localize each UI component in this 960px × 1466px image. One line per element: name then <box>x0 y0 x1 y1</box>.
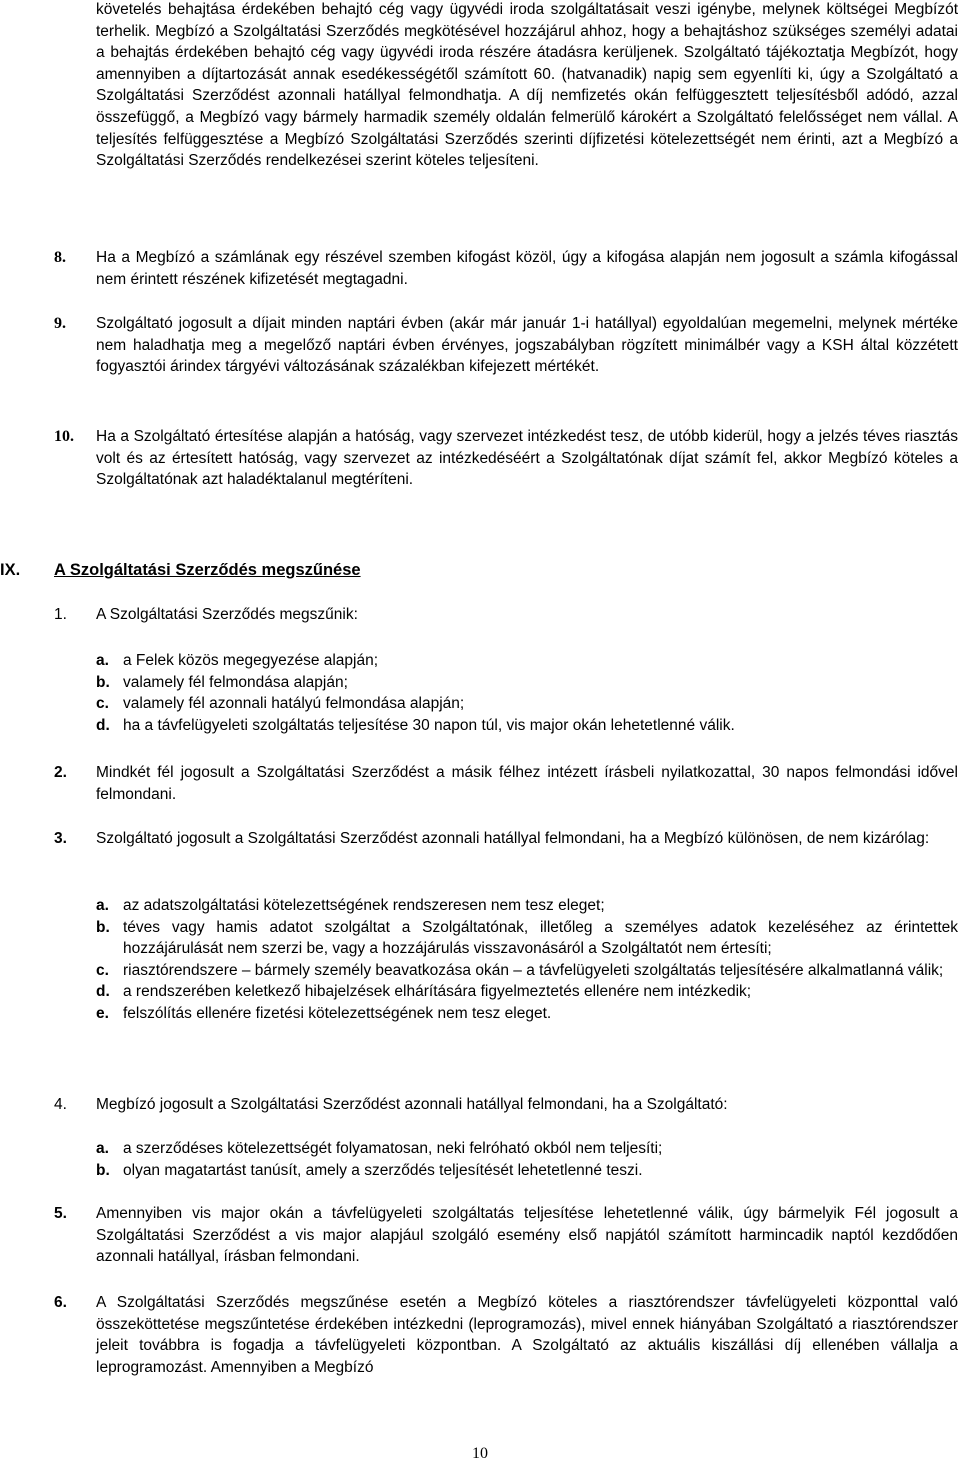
list-text: a rendszerében keletkező hibajelzések elhárítására figyelmeztetés ellenére nem intézkedik; <box>123 983 752 1001</box>
list-letter: d. <box>96 716 110 734</box>
list-text: valamely fél azonnali hatályú felmondása alapján; <box>123 695 465 713</box>
list-item <box>96 650 958 672</box>
list-letter: d. <box>96 983 110 1001</box>
termination-list <box>96 650 958 736</box>
subclause-number: 2. <box>54 764 67 781</box>
page-number: 10 <box>472 1445 488 1462</box>
list-letter: b. <box>96 1161 110 1179</box>
clause-text: Ha a Szolgáltató értesítése alapján a hatóság, vagy szervezet intézkedést tesz, de utóbb kiderül, hogy a jelzés téves riasztás volt és az értesített hatóság, vagy szervezet az intézkedéséért a Szolgáltatónak díjat számít fel, akkor Megbízó köteles a Szolgáltatónak azt haladéktalanul megtéríteni. <box>96 428 958 489</box>
list-letter: e. <box>96 1004 109 1022</box>
clause-number: 10. <box>54 428 74 445</box>
list-text: ha a távfelügyeleti szolgáltatás teljesítése 30 napon túl, vis major okán lehetetlenné válik. <box>123 716 735 734</box>
subclause-text: Szolgáltató jogosult a Szolgáltatási Szerződést azonnali hatállyal felmondani, ha a Megbízó különösen, de nem kizárólag: <box>96 830 930 847</box>
subclause-number: 5. <box>54 1205 67 1222</box>
list-item <box>96 895 958 917</box>
clause-text: Szolgáltató jogosult a díjait minden naptári évben (akár már január 1-i hatállyal) egyoldalúan megemelni, melynek mértéke nem haladhatja meg a megelőző naptári évben érvényes, jogszabályban rögzített minimálbér vagy a KSH által közzétett fogyasztói árindex tárgyévi változásának százalékban kifejezett mértékét. <box>96 315 958 376</box>
section-title: A Szolgáltatási Szerződés megszűnése <box>54 561 361 579</box>
list-item <box>96 960 958 982</box>
list-text: téves vagy hamis adatot szolgáltat a Szolgáltatónak, illetőleg a személyes adatok kezeléséhez az érintettek hozzájárulását nem szerzi be, vagy a hozzájárulás visszavonásáról a Szolgáltatót nem értesíti; <box>123 918 958 958</box>
list-letter: a. <box>96 897 109 914</box>
list-item <box>96 715 958 737</box>
provider-termination-list <box>96 895 958 1025</box>
list-text: valamely fél felmondása alapján; <box>123 673 348 691</box>
subclause-text: Megbízó jogosult a Szolgáltatási Szerződést azonnali hatállyal felmondani, ha a Szolgáltató: <box>96 1096 728 1113</box>
subclause-number: 6. <box>54 1294 67 1311</box>
subclause-text: Amennyiben vis major okán a távfelügyeleti szolgáltatás teljesítése lehetetlenné válik, úgy bármelyik Fél jogosult a Szolgáltatási Szerződést a vis major alapjául szolgáló esemény első napjától számított harmincadik naptól kezdődően azonnali hatállyal, írásban felmondani. <box>96 1205 958 1266</box>
list-letter: c. <box>96 961 109 979</box>
list-item <box>96 693 958 715</box>
subclause-number: 4. <box>54 1096 67 1113</box>
subclause-text: A Szolgáltatási Szerződés megszűnik: <box>96 606 358 623</box>
list-letter: b. <box>96 918 110 936</box>
clause-number: 8. <box>54 249 66 266</box>
list-item <box>96 1160 958 1182</box>
list-text: felszólítás ellenére fizetési kötelezettségének nem tesz eleget. <box>123 1004 552 1022</box>
list-letter: c. <box>96 695 109 713</box>
list-text: a Felek közös megegyezése alapján; <box>123 652 379 669</box>
list-item <box>96 1003 958 1025</box>
list-text: riasztórendszere – bármely személy beavatkozása okán – a távfelügyeleti szolgáltatás teljesítésére alkalmatlanná válik; <box>123 961 944 979</box>
list-letter: b. <box>96 673 110 691</box>
section-number: IX. <box>0 561 21 579</box>
list-item <box>96 981 958 1003</box>
list-letter: a. <box>96 1140 109 1157</box>
clause-number: 9. <box>54 315 66 332</box>
client-termination-list <box>96 1138 958 1181</box>
subclause-text: A Szolgáltatási Szerződés megszűnése esetén a Megbízó köteles a riasztórendszer távfelügyeleti központtal való összeköttetése megszűntetése érdekében intézkedni (leprogramozás), mivel ennek hiányában Szolgáltató a riasztórendszer jeleit továbbra is fogadja a távfelügyeleti központban. A Szolgáltató az aktuális kiszállási díj ellenében vállalja a leprogramozást. Amennyiben a Megbízó <box>96 1294 958 1376</box>
list-item <box>96 1138 958 1160</box>
subclause-number: 1. <box>54 606 67 623</box>
continuation-paragraph: követelés behajtása érdekében behajtó cég vagy ügyvédi iroda szolgáltatásait veszi igénybe, melynek költségei Megbízót terhelik. Megbízó a Szolgáltatási Szerződés megkötésével hozzájárul ahhoz, hogy a behajtáshoz szükséges személyi adatai a behajtás érdekében behajtó cég vagy ügyvédi iroda részére átadásra kerüljenek. Szolgáltató tájékoztatja Megbízót, hogy amennyiben a díjtartozását annak esedékességétől számított 60. (hatvanadik) napig sem egyenlíti ki, úgy a Szolgáltató a Szolgáltatási Szerződést azonnali hatállyal felmondhatja. A díj nemfizetés okán felfüggesztett teljesítésből adódó, azzal összefüggő, a Megbízó vagy bármely harmadik személy oldalán felmerülő károkért a Szolgáltató felelősséget nem vállal. A teljesítés felfüggesztése a Megbízó Szolgáltatási Szerződés szerinti díjfizetési kötelezettségét nem érinti, azt a Megbízó a Szolgáltatási Szerződés rendelkezései szerint köteles teljesíteni. <box>96 1 958 170</box>
list-text: a szerződéses kötelezettségét folyamatosan, neki felróható okból nem teljesíti; <box>123 1140 663 1157</box>
list-item <box>96 917 958 960</box>
subclause-number: 3. <box>54 830 67 847</box>
list-text: az adatszolgáltatási kötelezettségének rendszeresen nem tesz eleget; <box>123 897 605 914</box>
list-text: olyan magatartást tanúsít, amely a szerződés teljesítését lehetetlenné teszi. <box>123 1161 643 1179</box>
list-item <box>96 672 958 694</box>
list-letter: a. <box>96 652 109 669</box>
subclause-text: Mindkét fél jogosult a Szolgáltatási Szerződést a másik félhez intézett írásbeli nyilatkozattal, 30 napos felmondási idővel felmondani. <box>96 764 958 803</box>
clause-text: Ha a Megbízó a számlának egy részével szemben kifogást közöl, úgy a kifogása alapján nem jogosult a számla kifogással nem érintett részének kifizetését megtagadni. <box>96 249 958 288</box>
